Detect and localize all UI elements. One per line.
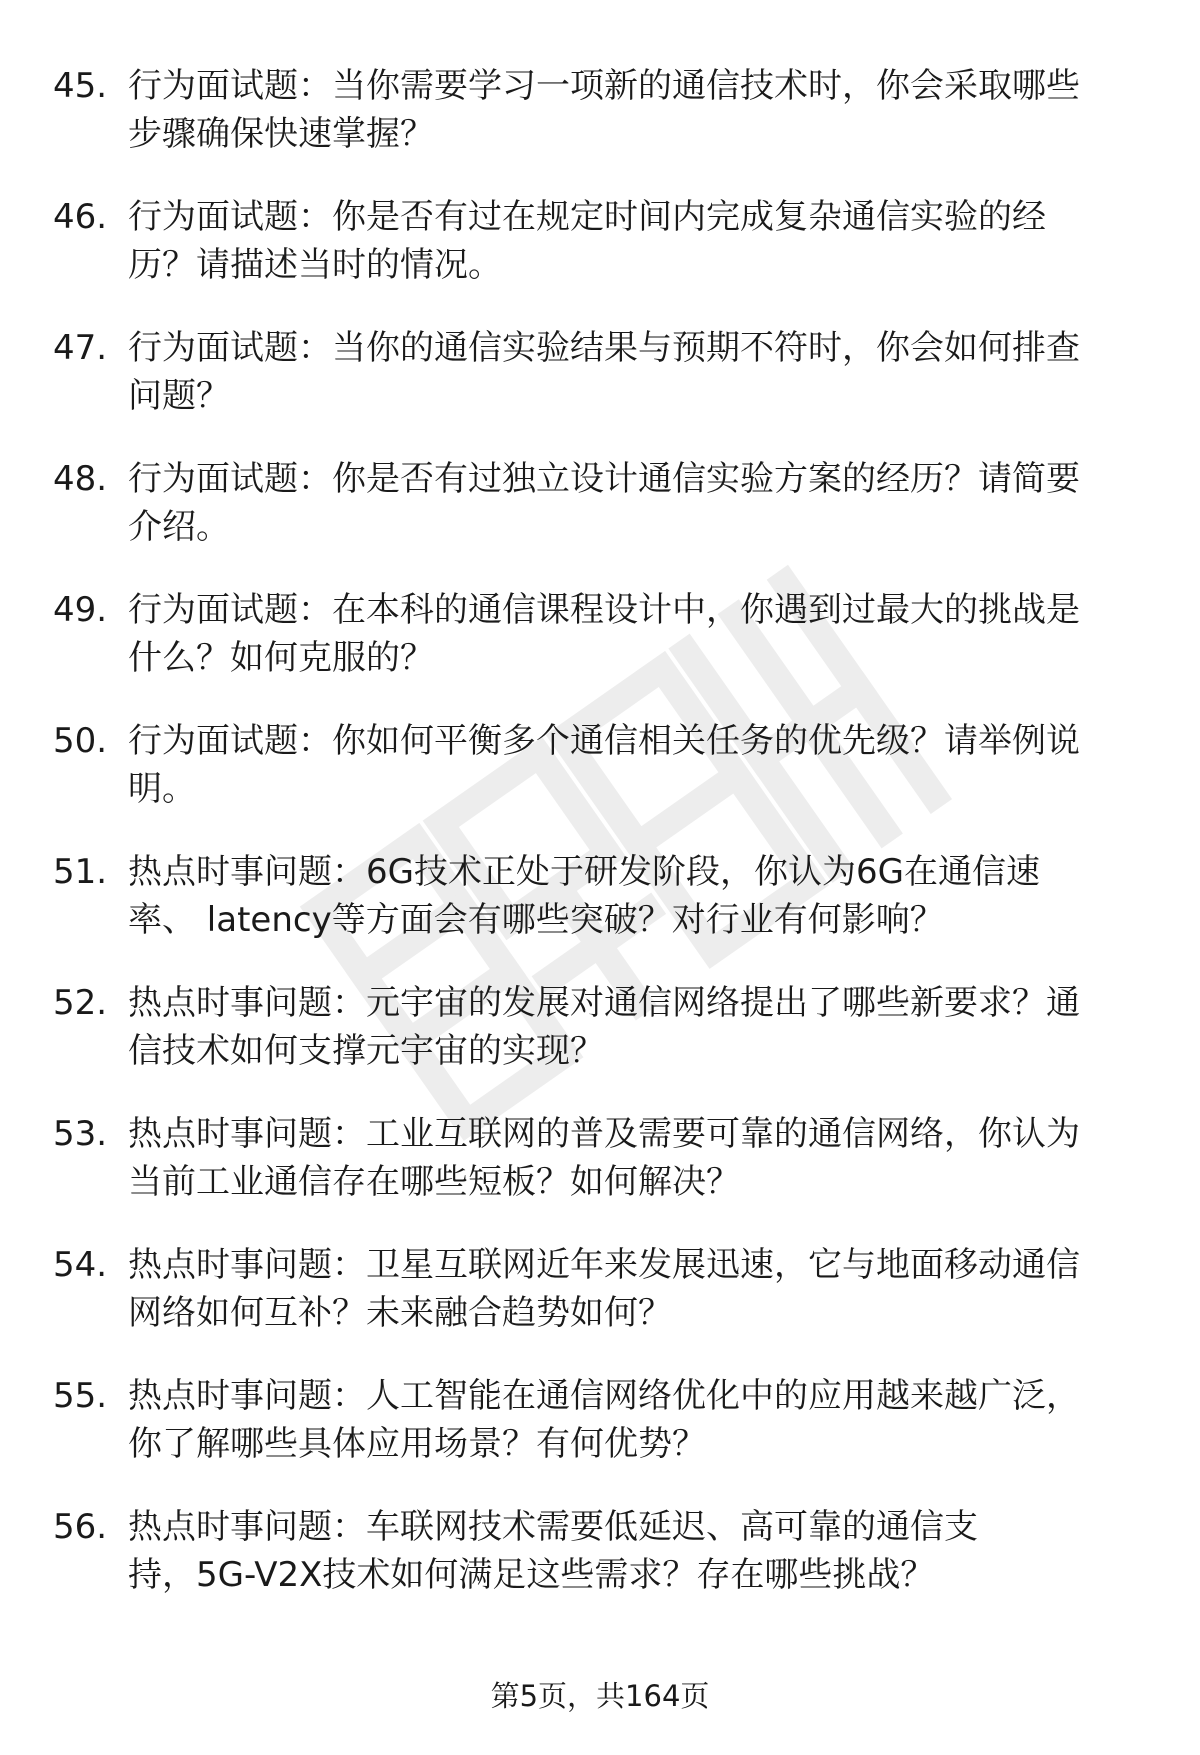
question-text <box>128 717 1138 813</box>
question-line: 行为面试题：当你的通信实验结果与预期不符时，你会如何排查 <box>128 328 1080 368</box>
question-item <box>0 193 1200 324</box>
question-line: 当前工业通信存在哪些短板？如何解决？ <box>128 1162 740 1202</box>
question-number: 52. <box>53 983 108 1023</box>
question-item <box>0 324 1200 455</box>
question-line: 步骤确保快速掌握？ <box>128 114 434 154</box>
question-text <box>128 62 1138 158</box>
question-line: 行为面试题：你如何平衡多个通信相关任务的优先级？请举例说 <box>128 721 1080 761</box>
question-item <box>0 586 1200 717</box>
question-text <box>128 586 1138 682</box>
question-item <box>0 979 1200 1110</box>
question-line: 信技术如何支撑元宇宙的实现？ <box>128 1031 604 1071</box>
question-number: 46. <box>53 197 108 237</box>
question-line: 行为面试题：你是否有过在规定时间内完成复杂通信实验的经 <box>128 197 1046 237</box>
question-line: 热点时事问题：人工智能在通信网络优化中的应用越来越广泛， <box>128 1376 1080 1416</box>
question-line: 问题？ <box>128 376 230 416</box>
question-number: 49. <box>53 590 108 630</box>
question-line: 行为面试题：当你需要学习一项新的通信技术时，你会采取哪些 <box>128 66 1080 106</box>
question-number: 48. <box>53 459 108 499</box>
question-item <box>0 62 1200 193</box>
question-line: 热点时事问题：工业互联网的普及需要可靠的通信网络，你认为 <box>128 1114 1080 1154</box>
question-number: 55. <box>53 1376 108 1416</box>
question-line: 历？请描述当时的情况。 <box>128 245 502 285</box>
question-text <box>128 455 1138 551</box>
question-number: 53. <box>53 1114 108 1154</box>
question-item <box>0 717 1200 848</box>
question-text <box>128 193 1138 289</box>
question-line: 热点时事问题：6G技术正处于研发阶段，你认为6G在通信速 <box>128 852 1040 892</box>
question-line: 热点时事问题：卫星互联网近年来发展迅速，它与地面移动通信 <box>128 1245 1080 1285</box>
question-text <box>128 979 1138 1075</box>
question-line: 明。 <box>128 769 196 809</box>
question-line: 持，5G-V2X技术如何满足这些需求？存在哪些挑战？ <box>128 1555 935 1595</box>
question-line: 行为面试题：你是否有过独立设计通信实验方案的经历？请简要 <box>128 459 1080 499</box>
question-item <box>0 1503 1200 1634</box>
question-item <box>0 1372 1200 1503</box>
question-text <box>128 1241 1138 1337</box>
question-line: 热点时事问题：车联网技术需要低延迟、高可靠的通信支 <box>128 1507 978 1547</box>
question-text <box>128 1372 1138 1468</box>
question-number: 54. <box>53 1245 108 1285</box>
question-text <box>128 848 1138 944</box>
question-item <box>0 455 1200 586</box>
question-line: 网络如何互补？未来融合趋势如何？ <box>128 1293 672 1333</box>
question-line: 介绍。 <box>128 507 230 547</box>
question-line: 什么？如何克服的？ <box>128 638 434 678</box>
question-item <box>0 1110 1200 1241</box>
question-text <box>128 1503 1138 1599</box>
question-text <box>128 324 1138 420</box>
question-line: 行为面试题：在本科的通信课程设计中，你遇到过最大的挑战是 <box>128 590 1080 630</box>
question-list <box>0 62 1200 1634</box>
question-number: 45. <box>53 66 108 106</box>
question-item <box>0 1241 1200 1372</box>
question-text <box>128 1110 1138 1206</box>
question-number: 56. <box>53 1507 108 1547</box>
question-line: 热点时事问题：元宇宙的发展对通信网络提出了哪些新要求？通 <box>128 983 1080 1023</box>
question-number: 47. <box>53 328 108 368</box>
question-item <box>0 848 1200 979</box>
question-line: 率、 latency等方面会有哪些突破？对行业有何影响？ <box>128 900 944 940</box>
question-line: 你了解哪些具体应用场景？有何优势？ <box>128 1424 706 1464</box>
question-number: 50. <box>53 721 108 761</box>
page-footer: 第5页，共164页 <box>490 1679 710 1713</box>
question-number: 51. <box>53 852 108 892</box>
